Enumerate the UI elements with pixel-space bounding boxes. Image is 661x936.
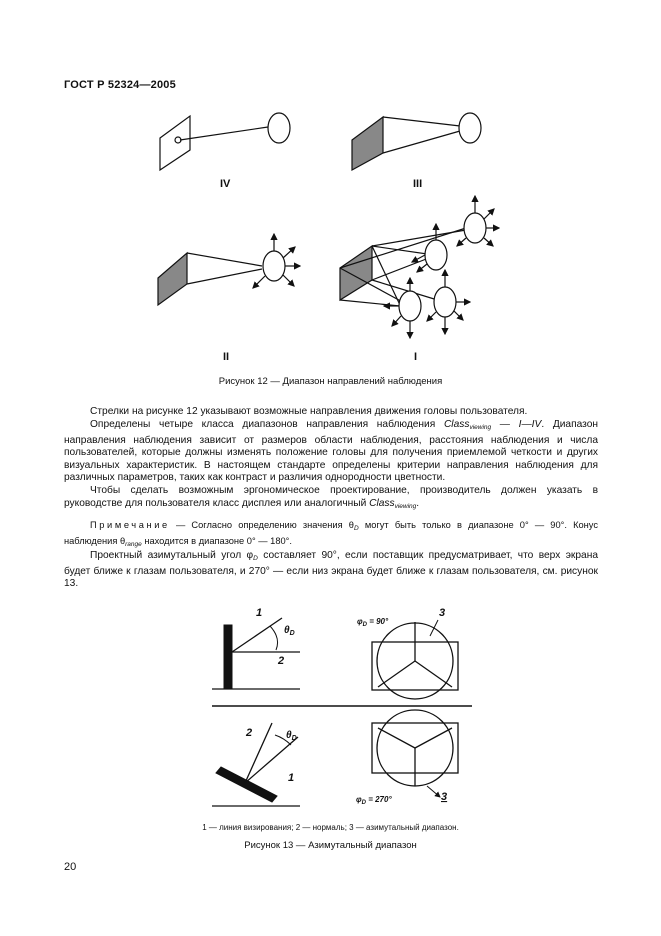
note: Примечание — Согласно определению значения $\theta_D$ могут быть только в диапазоне 0° — 90°. Конус наблюдения $\theta_{range}$ находится в диапазоне 0° — 180°. — [64, 520, 599, 548]
fig13-phi-90: $\varphi_D = 90^\circ$ — [357, 617, 389, 628]
fig13-label-1-bottom: 1 — [288, 772, 295, 784]
label-ii: II — [223, 351, 230, 363]
figure-13-legend: 1 — линия визирования; 2 — нормаль; 3 — азимутальный диапазон. — [202, 823, 459, 832]
label-i: I — [414, 351, 418, 363]
fig13-phi-270: $\varphi_D = 270^\circ$ — [356, 795, 392, 806]
fig13-label-2-top: 2 — [278, 655, 285, 667]
label-iii: III — [413, 178, 423, 190]
fig13-label-2-bottom: 2 — [246, 727, 253, 739]
fig13-label-1-top: 1 — [256, 607, 263, 619]
document-header: ГОСТ Р 52324—2005 — [64, 79, 176, 91]
paragraph-4: Проектный азимутальный угол $\varphi_D$ составляет 90°, если поставщик предусматривает, что верх экрана будет ближе к глазам пользователя, и 270° — если низ экрана будет ближе к глазам пользователя, см. рисунок 13. — [64, 550, 598, 590]
fig13-theta-bottom: $\theta_D$ — [286, 730, 297, 742]
page-number: 20 — [64, 861, 77, 873]
fig13-theta-top: $\theta_D$ — [284, 625, 295, 637]
fig13-label-3-top: 3 — [439, 607, 446, 619]
paragraph-3: Чтобы сделать возможным эргономическое проектирование, производитель должен указать в руководстве для пользователя класс дисплея или аналогичный Class$_{viewing}$. — [64, 485, 598, 510]
fig13-label-3-bottom: 3 — [441, 791, 448, 803]
figure-12-caption: Рисунок 12 — Диапазон направлений наблюдения — [218, 376, 443, 387]
label-iv: IV — [220, 178, 231, 190]
paragraph-1: Стрелки на рисунке 12 указывают возможные направления движения головы пользователя. — [90, 406, 528, 417]
paragraph-2: Определены четыре класса диапазонов направления наблюдения Class$_{viewing}$ — I—IV. Диапазон направления наблюдения зависит от размеров области наблюдения, расстояния наблюдения и числа пользователей, которые должны изменять положение головы для получения приемлемой четкости и других визуальных характеристик. В настоящем стандарте определены критерии направления наблюдения для различных параметров, таких как контраст и различия однородности цветности. — [64, 419, 598, 484]
figure-13-caption: Рисунок 13 — Азимутальный диапазон — [244, 840, 417, 851]
